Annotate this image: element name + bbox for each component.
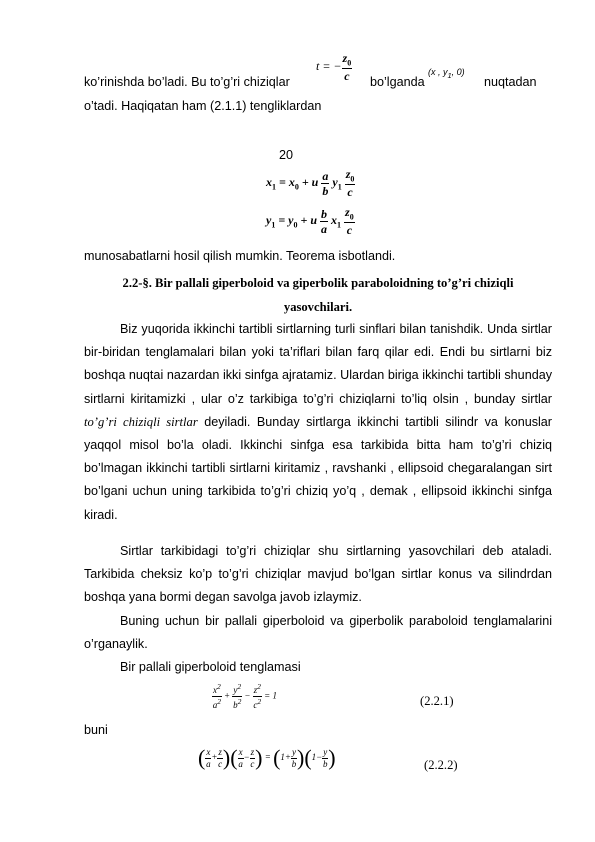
line1-middle: bo’lganda [370,75,425,89]
eq1-label: (2.2.1) [420,694,454,708]
text-line-1 [84,46,554,89]
page-number: 20 [279,148,294,162]
para1-text-a: Biz yuqorida ikkinchi tartibli sirtlarning turli sinflari bilan tanishdik. Unda sirtlar bir-biridan tenglamalari bilan yoki ta’riflari bilan farq qilar edi. Endi bu sirtlarni biz boshqa nuqtai nazardan ikki sinfga ajratamiz. Ulardan biriga ikkinchi tartibli shunday sirtlarni kiritamizki , ular o’z tarkibiga to’g’ri chiziqlarni to’liq olsin , bunday sirtlar [84,322,552,406]
result-line: munosabatlarni hosil qilish mumkin. Teorema isbotlandi. [84,249,396,263]
section-heading [84,271,552,319]
paragraph-3 [84,610,552,656]
heading-line-2: yasovchilari. [283,300,353,314]
formula-t-equals: t = − $\frac{z_0}{c}$ [316,51,352,84]
equation-y1: $y_1 = y_0 + u$ $\frac{b}{a}$ $x_1$ $\frac{z_0}{c}$ [266,205,354,238]
para4-text: Bir pallali giperboloid tenglamasi [120,660,301,674]
equation-2-2-2: ( $\frac{x}{a}$ + $\frac{z}{c}$ )( $\frac{x}{a}$ − $\frac{z}{c}$ ) = (1+ $\frac{y}{b}$ )(1− $\frac{y}{b}$ ) [198,745,336,770]
eq2-label: (2.2.2) [424,758,458,772]
para3-text: Buning uchun bir pallali giperboloid va giperbolik paraboloid tenglamalarini o’rganaylik. [84,614,552,652]
equation-x1: $x_1 = x_0 + u$ $\frac{a}{b}$ $y_1$ $\frac{z_0}{c}$ [266,167,355,200]
line1-after: nuqtadan [484,75,537,89]
text-line-2: o’tadi. Haqiqatan ham (2.1.1) tengliklardan [84,99,322,113]
buni-text: buni [84,723,108,737]
paragraph-1 [84,318,552,527]
paragraph-2 [84,540,552,610]
para1-text-b: deyiladi. Bunday sirtlarga ikkinchi tartibli silindr va konuslar yaqqol misol bo’la oladi. Ikkinchi sinfga esa tarkibida bitta ham to’g’ri chiziq bo’lmagan ikkinchi tartibli sirtlarni kiritamiz , ravshanki , ellipsoid chegaralangan sirt bo’lgani uchun uning tarkibida to’g’ri chiziq yo’q , demak , ellipsoid ikkinchi sinfga kiradi. [84,414,552,522]
formula-point: (x , $y_1$, 0) [428,67,465,80]
equation-2-2-1: $\frac{x^2}{a^2}$ + $\frac{y^2}{b^2}$ − $\frac{z^2}{c^2}$ = 1 [212,682,277,710]
para2-text: Sirtlar tarkibidagi to’g’ri chiziqlar shu sirtlarning yasovchilari deb ataladi. Tarkibida cheksiz ko’p to’g’ri chiziqlar mavjud bo’lgan sirtlar konus va silindrdan boshqa yana bormi degan savolga javob izlaymiz. [84,544,552,605]
line1-before: ko’rinishda bo’ladi. Bu to’g’ri chiziqlar [84,75,290,89]
para1-emphasis: to’g’ri chiziqli sirtlar [84,414,198,429]
heading-line-1: 2.2-§. Bir pallali giperboloid va giperbolik paraboloidning to’g’ri chiziqli [122,276,514,290]
paragraph-4 [84,656,552,679]
